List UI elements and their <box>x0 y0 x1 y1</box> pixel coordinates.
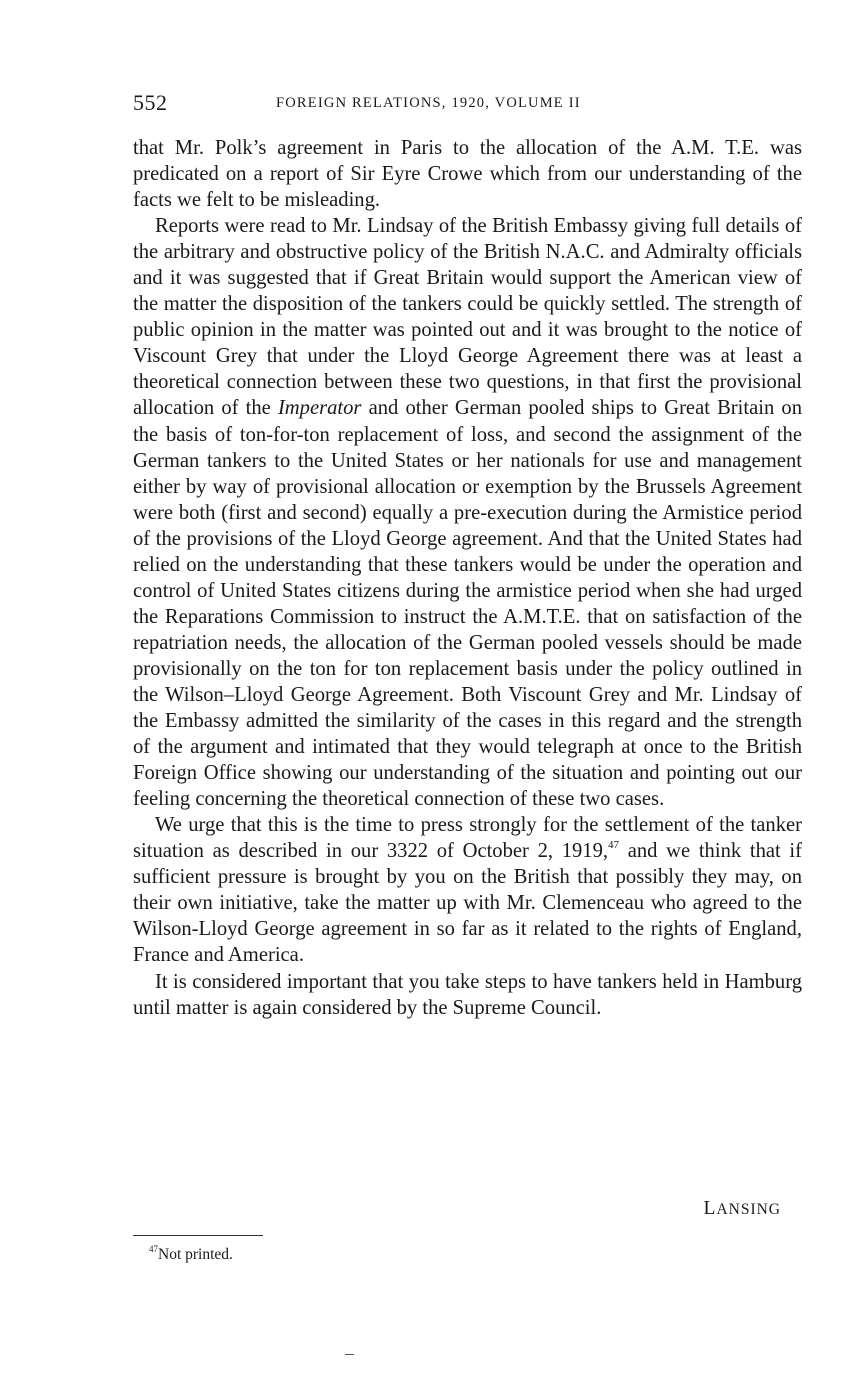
footnote-divider <box>133 1235 263 1236</box>
footnote-mark: 47 <box>149 1244 158 1254</box>
page-header <box>133 90 803 120</box>
paragraph-2 <box>133 213 802 812</box>
text-segment: It is considered important that you take steps to have tankers held in Hamburg until matter is again considered by the Supreme Council. <box>133 970 802 1019</box>
page-mark <box>345 1354 354 1355</box>
text-segment: that Mr. Polk’s agreement in Paris to the allocation of the A.M. T.E. was predicated on a report of Sir Eyre Crowe which from our understanding of the facts we felt to be misleading. <box>133 137 802 212</box>
ship-name-imperator: Imperator <box>277 397 362 420</box>
paragraph-4 <box>133 969 802 1021</box>
paragraph-3 <box>133 812 802 968</box>
footnote <box>149 1246 233 1264</box>
body-text <box>133 135 802 1021</box>
signature-rest: ANSING <box>716 1201 781 1218</box>
paragraph-1 <box>133 135 802 213</box>
signature <box>133 1198 781 1220</box>
text-segment: and we think that if sufficient pressure is brought by you on the British that possibly they may, on their own initiative, take the matter up with Mr. Clemenceau who agreed to the Wilson-Lloyd George agreement in so far as it related to the rights of England, France and America. <box>133 840 802 967</box>
running-head: FOREIGN RELATIONS, 1920, VOLUME II <box>276 95 581 111</box>
footnote-reference[interactable]: 47 <box>608 839 620 852</box>
text-segment: We urge that this is the time to press strongly for the settlement of the tanker situation as described in our 3322 of October 2, 1919, <box>133 814 802 863</box>
text-segment: Reports were read to Mr. Lindsay of the British Embassy giving full details of the arbitrary and obstructive policy of the British N.A.C. and Admiralty officials and it was suggested that if Great Britain would support the American view of the matter the disposition of the tankers could be quickly settled. The strength of public opinion in the matter was pointed out and it was brought to the notice of Viscount Grey that under the Lloyd George Agreement there was at least a theoretical connection between these two questions, in that first the provisional allocation of the <box>133 215 802 420</box>
text-segment: and other German pooled ships to Great Britain on the basis of ton-for-ton replacement of loss, and second the assignment of the German tankers to the United States or her nationals for use and management either by way of provisional allocation or exemption by the Brussels Agreement were both (first and second) equally a pre-execution during the Armistice period of the provisions of the Lloyd George agreement. And that the United States had relied on the understanding that these tankers would be under the operation and control of United States citizens during the armistice period when she had urged the Reparations Commission to instruct the A.M.T.E. that on satisfaction of the repatriation needs, the allocation of the German pooled vessels should be made provisionally on the ton for ton replacement basis under the policy outlined in the Wilson–Lloyd George Agreement. Both Viscount Grey and Mr. Lindsay of the Embassy admitted the similarity of the cases in this regard and the strength of the argument and intimated that they would telegraph at once to the British Foreign Office showing our understanding of the situation and pointing out our feeling concerning the theoretical connection of these two cases. <box>133 397 802 811</box>
footnote-text: Not printed. <box>158 1246 233 1263</box>
page-number: 552 <box>133 90 168 115</box>
signature-initial: L <box>703 1198 717 1219</box>
